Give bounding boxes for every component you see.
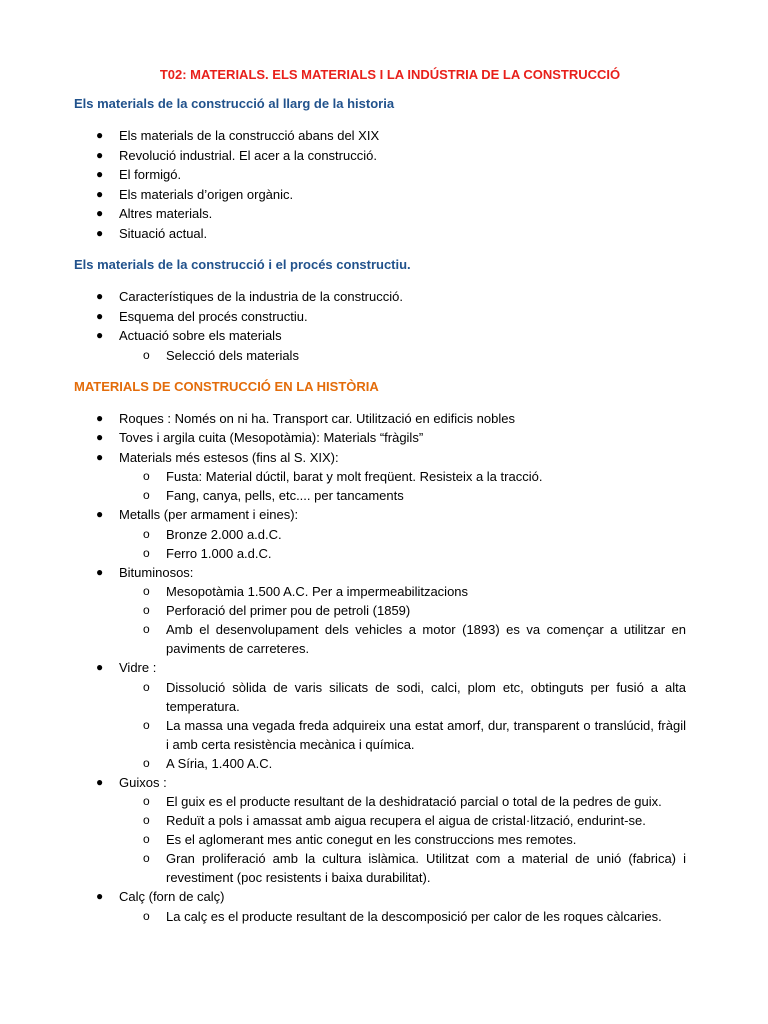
bullet-icon: ● xyxy=(96,147,104,162)
list-item-text: Els materials d’origen orgànic. xyxy=(119,186,294,202)
circle-bullet-icon: o xyxy=(143,679,150,694)
list-item-text: Metalls (per armament i eines): xyxy=(119,507,299,522)
sub-list-item xyxy=(74,792,686,811)
sub-list-item xyxy=(74,467,686,486)
bullet-icon: ● xyxy=(96,128,104,142)
list-item xyxy=(74,326,686,365)
bullet-icon: ● xyxy=(96,564,104,579)
list-item xyxy=(74,165,686,185)
sub-list xyxy=(119,792,686,887)
list-item xyxy=(74,287,686,307)
document-body xyxy=(74,95,686,926)
bullet-icon: ● xyxy=(96,889,104,903)
circle-bullet-icon: o xyxy=(143,488,150,502)
list-item-text: Vidre : xyxy=(119,660,157,675)
sub-list-item-text: Amb el desenvolupament dels vehicles a motor (1893) es va començar a utilitzar en paviments de carreteres. xyxy=(166,622,686,656)
sub-list-item-text: Bronze 2.000 a.d.C. xyxy=(166,526,282,542)
sub-list-item-text: Fusta: Material dúctil, barat y molt freqüent. Resisteix a la tracció. xyxy=(166,469,543,484)
bullet-icon: ● xyxy=(96,660,104,674)
list-item xyxy=(74,448,686,506)
sub-list-item xyxy=(74,830,686,849)
list-item-text: Toves i argila cuita (Mesopotàmia): Materials “fràgils” xyxy=(119,430,424,445)
list-item xyxy=(74,146,686,166)
bullet-icon: ● xyxy=(96,449,104,464)
circle-bullet-icon: o xyxy=(143,526,150,541)
list-item xyxy=(74,563,686,659)
sub-list-item xyxy=(74,582,686,601)
sub-list-item-text: La calç es el producte resultant de la descomposició per calor de les roques càlcaries. xyxy=(166,908,662,924)
document-title: T02: MATERIALS. ELS MATERIALS I LA INDÚSTRIA DE LA CONSTRUCCIÓ xyxy=(159,67,621,82)
list-item xyxy=(74,428,686,448)
sub-list-item xyxy=(74,716,686,754)
bullet-icon: ● xyxy=(96,410,104,425)
sub-list-item-text: Gran proliferació amb la cultura islàmica. Utilitzat com a material de unió (fabrica) i revestiment (poc resistents i baixa durabilitat). xyxy=(166,851,686,885)
bullet-icon: ● xyxy=(96,167,104,181)
bullet-icon: ● xyxy=(96,507,104,521)
bullet-icon: ● xyxy=(96,308,104,323)
list-item xyxy=(74,185,686,205)
list-item xyxy=(74,307,686,327)
list-item xyxy=(74,658,686,773)
sub-list-item xyxy=(74,849,686,887)
sub-list-item xyxy=(74,678,686,716)
bullet-list xyxy=(74,126,686,243)
sub-list xyxy=(119,582,686,658)
sub-list xyxy=(119,678,686,773)
sub-list-item-text: Reduït a pols i amassat amb aigua recupera el aigua de cristal·lització, endurint-se. xyxy=(166,813,646,828)
sub-list-item xyxy=(74,907,686,926)
bullet-icon: ● xyxy=(96,206,104,220)
sub-list-item xyxy=(74,525,686,544)
bullet-icon: ● xyxy=(96,289,104,303)
list-item-text: Guixos : xyxy=(119,774,167,790)
sub-list-item-text: Selecció dels materials xyxy=(166,347,299,363)
bullet-list xyxy=(74,409,686,926)
bullet-icon: ● xyxy=(96,774,104,789)
list-item-text: Característiques de la industria de la construcció. xyxy=(119,289,403,304)
sub-list-item-text: Es el aglomerant mes antic conegut en les construccions mes remotes. xyxy=(166,832,577,847)
sub-list-item xyxy=(74,620,686,658)
list-item-text: Els materials de la construcció abans del XIX xyxy=(119,128,380,143)
sub-list-item xyxy=(74,544,686,563)
sub-list-item-text: A Síria, 1.400 A.C. xyxy=(166,755,273,771)
bullet-icon: ● xyxy=(96,186,104,201)
list-item-text: Materials més estesos (fins al S. XIX): xyxy=(119,449,339,465)
sub-list xyxy=(119,907,686,926)
circle-bullet-icon: o xyxy=(143,832,150,846)
list-item xyxy=(74,887,686,926)
list-item xyxy=(74,126,686,146)
sub-list-item-text: Perforació del primer pou de petroli (1859) xyxy=(166,603,411,618)
list-item-text: Esquema del procés constructiu. xyxy=(119,308,308,324)
sub-list-item-text: Dissolució sòlida de varis silicats de sodi, calci, plom etc, obtinguts per fusió a alta temperatura. xyxy=(166,679,686,714)
sub-list-item-text: Mesopotàmia 1.500 A.C. Per a impermeabilitzacions xyxy=(166,584,469,599)
list-item-text: Revolució industrial. El acer a la construcció. xyxy=(119,147,377,163)
sub-list xyxy=(119,525,686,563)
sub-list-item-text: El guix es el producte resultant de la deshidratació parcial o total de la pedres de guix. xyxy=(166,794,662,809)
circle-bullet-icon: o xyxy=(143,545,150,560)
bullet-icon: ● xyxy=(96,225,104,240)
sub-list-item xyxy=(74,811,686,830)
circle-bullet-icon: o xyxy=(143,584,150,598)
sub-list-item-text: Fang, canya, pells, etc.... per tancaments xyxy=(166,488,404,503)
list-item-text: Actuació sobre els materials xyxy=(119,328,282,343)
sub-list-item-text: La massa una vegada freda adquireix una estat amorf, dur, transparent o translúcid, fràgil i amb certa resistència mecànica i química. xyxy=(166,717,686,752)
list-item-text: Calç (forn de calç) xyxy=(119,889,225,904)
sub-list xyxy=(119,467,686,505)
sub-list-item xyxy=(74,346,686,365)
circle-bullet-icon: o xyxy=(143,347,150,362)
bullet-list xyxy=(74,287,686,365)
circle-bullet-icon: o xyxy=(143,717,150,732)
sub-list xyxy=(119,346,686,365)
circle-bullet-icon: o xyxy=(143,755,150,770)
circle-bullet-icon: o xyxy=(143,622,150,636)
list-item-text: Situació actual. xyxy=(119,225,208,241)
list-item-text: Roques : Només on ni ha. Transport car. Utilització en edificis nobles xyxy=(119,410,515,426)
sub-list-item xyxy=(74,754,686,773)
circle-bullet-icon: o xyxy=(143,603,150,617)
list-item xyxy=(74,505,686,563)
list-item xyxy=(74,224,686,244)
list-item xyxy=(74,409,686,429)
sub-list-item-text: Ferro 1.000 a.d.C. xyxy=(166,545,272,561)
list-item xyxy=(74,204,686,224)
list-item xyxy=(74,773,686,888)
circle-bullet-icon: o xyxy=(143,813,150,827)
circle-bullet-icon: o xyxy=(143,794,150,808)
list-item-text: El formigó. xyxy=(119,167,182,182)
circle-bullet-icon: o xyxy=(143,908,150,923)
section-heading: Els materials de la construcció i el procés constructiu. xyxy=(74,257,411,272)
bullet-icon: ● xyxy=(96,430,104,444)
list-item-text: Altres materials. xyxy=(119,206,213,221)
section-heading: MATERIALS DE CONSTRUCCIÓ EN LA HISTÒRIA xyxy=(74,378,379,394)
sub-list-item xyxy=(74,601,686,620)
section-heading: Els materials de la construcció al llarg de la historia xyxy=(74,96,395,111)
sub-list-item xyxy=(74,486,686,505)
circle-bullet-icon: o xyxy=(143,851,150,865)
circle-bullet-icon: o xyxy=(143,469,150,483)
bullet-icon: ● xyxy=(96,328,104,342)
list-item-text: Bituminosos: xyxy=(119,564,194,580)
